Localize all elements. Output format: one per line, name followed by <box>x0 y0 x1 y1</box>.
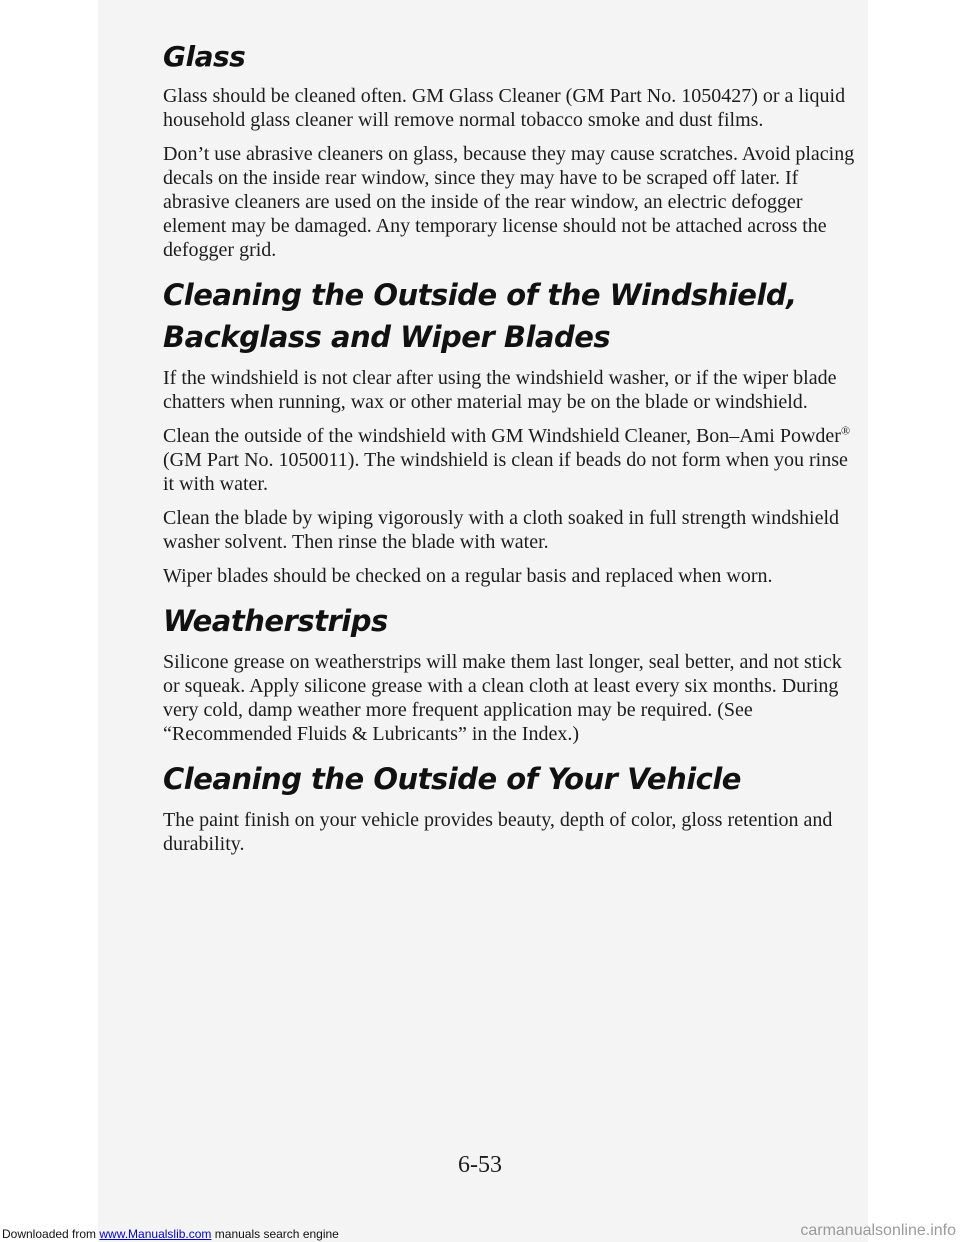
footer-suffix: manuals search engine <box>211 1227 339 1241</box>
heading-weatherstrips: Weatherstrips <box>163 604 388 638</box>
heading-glass: Glass <box>163 40 246 73</box>
page-content <box>163 40 863 866</box>
heading-line: Cleaning the Outside of the Windshield, <box>163 278 797 312</box>
section-vehicle-exterior <box>163 758 863 856</box>
paragraph: Clean the blade by wiping vigorously with a cloth soaked in full strength windshield washer solvent. Then rinse the blade with water. <box>163 507 840 553</box>
heading-vehicle-exterior: Cleaning the Outside of Your Vehicle <box>163 762 741 796</box>
manualslib-link[interactable]: www.Manualslib.com <box>99 1227 212 1241</box>
heading-windshield <box>163 274 863 358</box>
watermark: carmanualsonline.info <box>800 1222 956 1239</box>
page-number: 6-53 <box>458 1152 502 1178</box>
section-weatherstrips <box>163 600 863 746</box>
download-footer <box>2 1227 339 1241</box>
heading-line: Backglass and Wiper Blades <box>163 320 611 354</box>
footer-prefix: Downloaded from <box>2 1227 100 1241</box>
paragraph: Glass should be cleaned often. GM Glass Cleaner (GM Part No. 1050427) or a liquid household glass cleaner will remove normal tobacco smoke and dust films. <box>163 85 846 131</box>
section-windshield <box>163 274 863 588</box>
paragraph <box>163 424 863 496</box>
paragraph: Silicone grease on weatherstrips will make them last longer, seal better, and not stick or squeak. Apply silicone grease with a clean cloth at least every six months. During very cold, damp weather more frequent application may be required. (See “Recommended Fluids & Lubricants” in the Index.) <box>163 651 842 745</box>
paragraph: Wiper blades should be checked on a regular basis and replaced when worn. <box>163 565 773 587</box>
paragraph-text: Clean the outside of the windshield with GM Windshield Cleaner, Bon–Ami Powder <box>163 425 841 447</box>
registered-mark: ® <box>840 423 851 438</box>
section-glass <box>163 40 863 262</box>
paragraph: Don’t use abrasive cleaners on glass, because they may cause scratches. Avoid placing decals on the inside rear window, since they may have to be scraped off later. If abrasive cleaners are used on the inside of the rear window, an electric defogger element may be damaged. Any temporary license should not be attached across the defogger grid. <box>163 143 855 261</box>
paragraph: The paint finish on your vehicle provides beauty, depth of color, gloss retention and durability. <box>163 809 833 855</box>
paragraph-text: (GM Part No. 1050011). The windshield is clean if beads do not form when you rinse it with water. <box>163 449 848 495</box>
paragraph: If the windshield is not clear after using the windshield washer, or if the wiper blade chatters when running, wax or other material may be on the blade or windshield. <box>163 367 837 413</box>
